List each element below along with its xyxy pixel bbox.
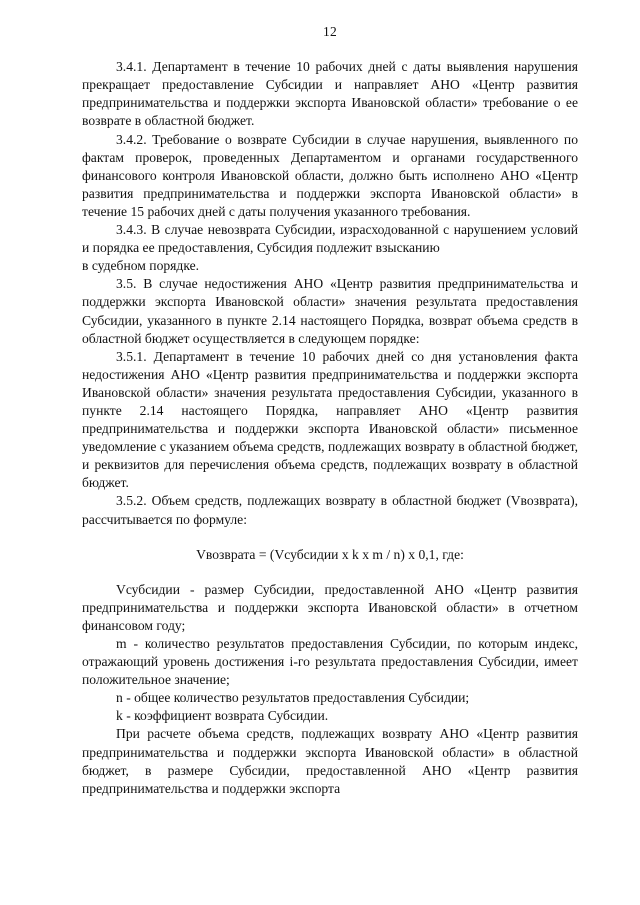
- formula-line: Vвозврата = (Vсубсидии x k x m / n) x 0,1, где:: [196, 546, 464, 562]
- paragraph-3-4-3: 3.4.3. В случае невозврата Субсидии, израсходованной с нарушением условий и порядка ее предоставления, Субсидия подлежит взысканию: [82, 222, 578, 256]
- paragraph-raschet: При расчете объема средств, подлежащих возврату АНО «Центр развития предпринимательства и поддержки экспорта Ивановской области» в областной бюджет, в размере Субсидии, предоставленной АНО «Центр развития предпринимательства и поддержки экспорта: [82, 726, 578, 796]
- paragraph-m: m - количество результатов предоставления Субсидии, по которым индекс, отражающий уровень достижения i-го результата предоставления Субсидии, имеет положительное значение;: [82, 636, 578, 688]
- document-body: [82, 58, 578, 798]
- paragraph-3-5: 3.5. В случае недостижения АНО «Центр развития предпринимательства и поддержки экспорта Ивановской области» значения результата предоставления Субсидии, указанного в пункте 2.14 настоящего Порядка, возврат объема средств в областной бюджет осуществляется в следующем порядке:: [82, 276, 578, 346]
- paragraph-3-5-1: 3.5.1. Департамент в течение 10 рабочих дней со дня установления факта недостижения АНО «Центр развития предпринимательства и поддержки экспорта Ивановской области» значения результата предоставления Субсидии, указанного в пункте 2.14 настоящего Порядка, направляет АНО «Центр развития предпринимательства и поддержки экспорта Ивановской области» письменное уведомление с указанием объема средств, подлежащих возврату в областной бюджет, и реквизитов для перечисления объема средств, подлежащих возврату в областной бюджет.: [82, 348, 578, 491]
- paragraph-k: k - коэффициент возврата Субсидии.: [116, 708, 329, 724]
- page-number: 12: [323, 24, 337, 39]
- paragraph-3-5-2: 3.5.2. Объем средств, подлежащих возврату в областной бюджет (Vвозврата), рассчитывается по формуле:: [82, 493, 578, 527]
- paragraph-3-4-2: 3.4.2. Требование о возврате Субсидии в случае нарушения, выявленного по фактам проверок, проведенных Департаментом и органами государственного финансового контроля Ивановской области, должно быть исполнено АНО «Центр развития предпринимательства и поддержки экспорта Ивановской области» в течение 15 рабочих дней с даты получения указанного требования.: [82, 131, 578, 219]
- paragraph-3-4-1: 3.4.1. Департамент в течение 10 рабочих дней с даты выявления нарушения прекращает предоставление Субсидии и направляет АНО «Центр развития предпринимательства и поддержки экспорта Ивановской области» требование о ее возврате в областной бюджет.: [82, 59, 578, 129]
- paragraph-n: n - общее количество результатов предоставления Субсидии;: [116, 690, 470, 706]
- paragraph-sudebnyy-poryadok: в судебном порядке.: [82, 258, 200, 274]
- paragraph-vsubsidii: Vсубсидии - размер Субсидии, предоставленной АНО «Центр развития предпринимательства и поддержки экспорта Ивановской области» в отчетном финансовом году;: [82, 581, 578, 633]
